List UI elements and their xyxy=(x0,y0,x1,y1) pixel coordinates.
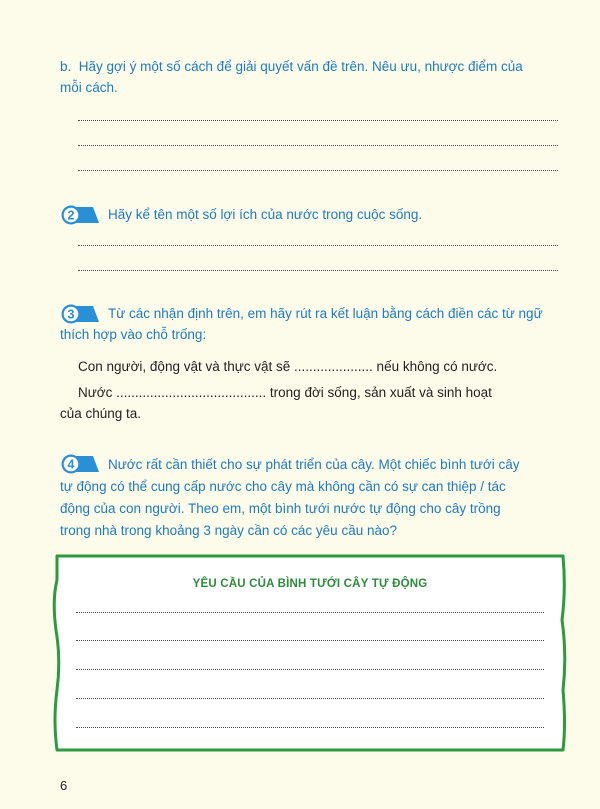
question-4-number: 4 xyxy=(67,457,75,472)
answer-line[interactable] xyxy=(76,667,544,670)
answer-line[interactable] xyxy=(76,725,544,728)
question-b-label: b. xyxy=(60,59,72,74)
box-title: YÊU CẦU CỦA BÌNH TƯỚI CÂY TỰ ĐỘNG xyxy=(192,578,428,590)
badge-arrow-icon xyxy=(61,205,101,225)
question-4-line4: trong nhà trong khoảng 3 ngày cần có các yêu cầu nào? xyxy=(60,523,397,538)
question-4-line3: động của con người. Theo em, một bình tưới nước tự động cho cây trồng xyxy=(60,501,501,516)
question-number-badge-3 xyxy=(61,304,101,324)
badge-arrow-icon xyxy=(61,454,101,474)
answer-line[interactable] xyxy=(78,268,558,271)
question-b-line2: mỗi cách. xyxy=(60,80,118,95)
requirements-box xyxy=(51,550,569,756)
badge-arrow-icon xyxy=(61,304,101,324)
question-3-line2: thích hợp vào chỗ trống: xyxy=(60,327,207,342)
question-b-line1: Hãy gợi ý một số cách để giải quyết vấn đề trên. Nêu ưu, nhược điểm của xyxy=(78,59,523,74)
fill-in-sentence-1: Con người, động vật và thực vật sẽ ..................... nếu không có nước. xyxy=(78,359,498,374)
question-3-line1: Từ các nhận định trên, em hãy rút ra kết luận bằng cách điền các từ ngữ xyxy=(108,306,543,321)
answer-line[interactable] xyxy=(78,243,558,246)
question-number-badge-2 xyxy=(61,205,101,225)
answer-line[interactable] xyxy=(76,610,544,613)
answer-line[interactable] xyxy=(78,143,558,146)
question-4-line1: Nước rất cần thiết cho sự phát triển của cây. Một chiếc bình tưới cây xyxy=(108,457,520,472)
question-number-badge-4 xyxy=(61,454,101,474)
page-number: 6 xyxy=(60,778,68,793)
answer-line[interactable] xyxy=(76,638,544,641)
answer-line[interactable] xyxy=(78,118,558,121)
answer-line[interactable] xyxy=(76,696,544,699)
question-b xyxy=(60,56,560,98)
question-3-number: 3 xyxy=(67,307,75,322)
question-2-text: Hãy kể tên một số lợi ích của nước trong cuộc sống. xyxy=(108,207,423,222)
question-2-number: 2 xyxy=(67,208,75,223)
fill-in-sentence-2: Nước ........................................ trong đời sống, sản xuất và sinh hoạt xyxy=(78,385,492,400)
question-4-line2: tự động có thể cung cấp nước cho cây mà không cần có sự can thiệp / tác xyxy=(60,479,506,494)
fill-in-sentence-3: của chúng ta. xyxy=(60,406,142,421)
answer-line[interactable] xyxy=(78,168,558,171)
